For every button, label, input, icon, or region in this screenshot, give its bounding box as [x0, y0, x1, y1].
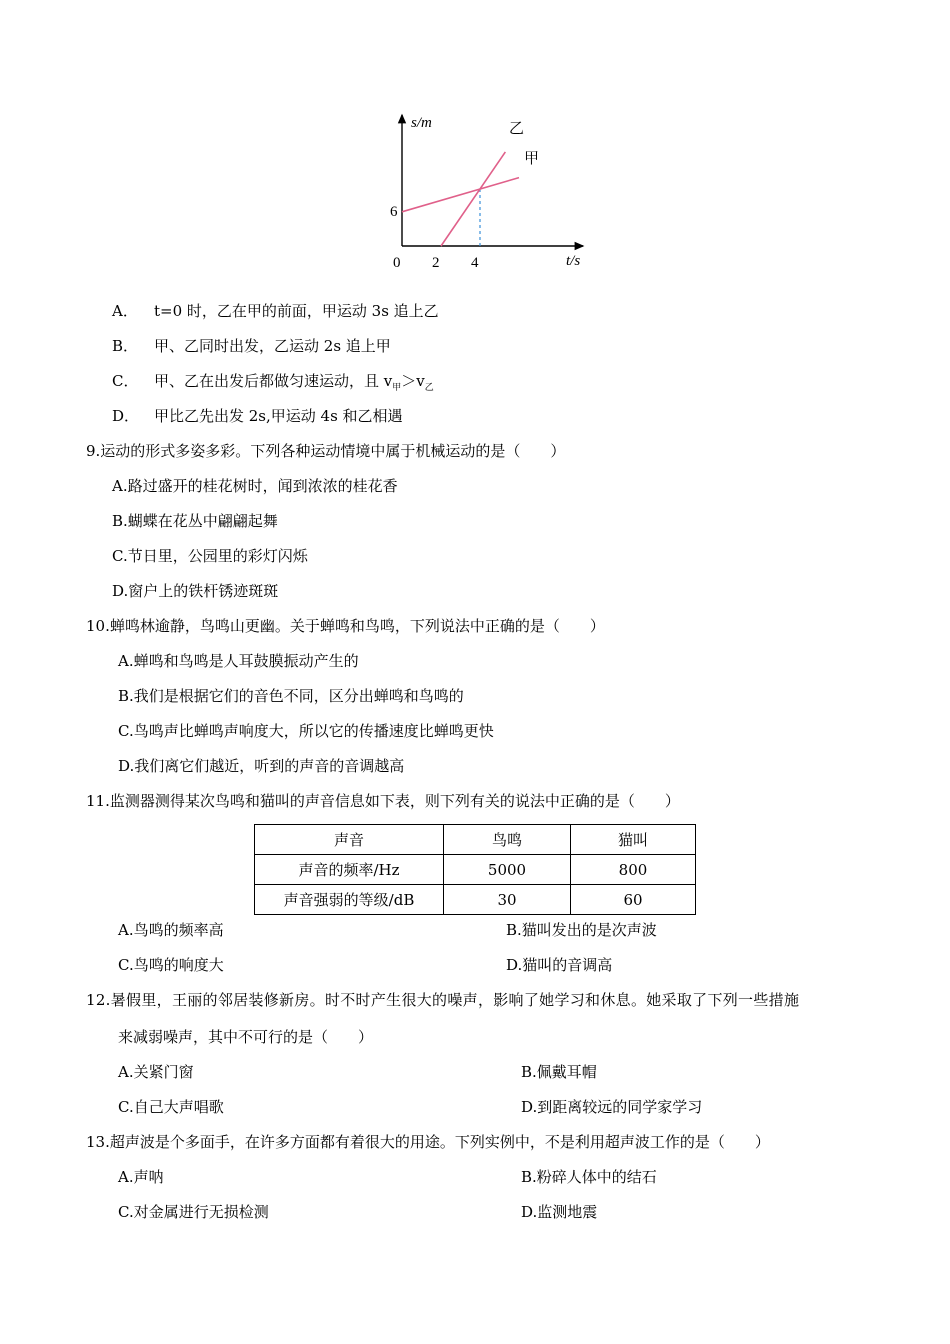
table-row [255, 885, 696, 915]
q11-option-b: B.猫叫发出的是次声波 [506, 921, 657, 939]
q8-option-a-text: t=0 时，乙在甲的前面，甲运动 3s 追上乙 [154, 302, 439, 320]
q8-option-c-text: 甲、乙在出发后都做匀速运动，且 $v_甲>v_乙$ [154, 372, 434, 393]
q11-option-d: D.猫叫的音调高 [506, 956, 613, 974]
q8-option-d-letter: D． [112, 407, 140, 425]
table-cell: 800 [571, 855, 696, 885]
q10-option-c: C.鸟鸣声比蝉鸣声响度大，所以它的传播速度比蝉鸣更快 [118, 722, 494, 740]
q8-option-a-letter: A． [112, 302, 138, 320]
q9-stem: 9.运动的形式多姿多彩。下列各种运动情境中属于机械运动的是（ ） [86, 442, 566, 460]
q13-option-b: B.粉碎人体中的结石 [521, 1168, 657, 1186]
q8-option-b-letter: B． [112, 337, 139, 355]
x-tick-4: 4 [471, 255, 479, 271]
q8-option-b [112, 336, 391, 356]
q8-option-c-letter: C． [112, 372, 139, 390]
y-axis-label: s/m [411, 115, 432, 131]
q13-option-a: A.声呐 [118, 1168, 164, 1186]
q12-stem-line1: 12.暑假里，王丽的邻居装修新房。时不时产生很大的噪声，影响了她学习和休息。她采取了下列一些措施 [86, 991, 800, 1009]
q9-option-a: A.路过盛开的桂花树时，闻到浓浓的桂花香 [112, 477, 398, 495]
q12-option-d: D.到距离较远的同学家学习 [521, 1098, 703, 1116]
table-header-cell: 鸟鸣 [444, 825, 571, 855]
q8-option-b-text: 甲、乙同时出发，乙运动 2s 追上甲 [154, 337, 391, 355]
line-yi-label: 乙 [509, 121, 525, 137]
table-row [255, 855, 696, 885]
s-t-graph [380, 105, 600, 275]
sound-data-table [254, 824, 696, 915]
table-cell: 30 [444, 885, 571, 915]
q12-option-a: A.关紧门窗 [118, 1063, 194, 1081]
q9-option-c: C.节日里，公园里的彩灯闪烁 [112, 547, 308, 565]
q13-option-c: C.对金属进行无损检测 [118, 1203, 269, 1221]
q10-option-b: B.我们是根据它们的音色不同，区分出蝉鸣和鸟鸣的 [118, 687, 464, 705]
table-cell: 声音强弱的等级/dB [255, 885, 444, 915]
q8-option-c [112, 371, 434, 393]
origin-label: 0 [393, 255, 401, 271]
line-jia [402, 178, 519, 212]
table-cell: 声音的频率/Hz [255, 855, 444, 885]
q12-option-c: C.自己大声唱歌 [118, 1098, 224, 1116]
q10-stem: 10.蝉鸣林逾静，鸟鸣山更幽。关于蝉鸣和鸟鸣，下列说法中正确的是（ ） [86, 617, 605, 635]
q13-option-d: D.监测地震 [521, 1203, 598, 1221]
q9-option-d: D.窗户上的铁杆锈迹斑斑 [112, 582, 279, 600]
q12-option-b: B.佩戴耳帽 [521, 1063, 597, 1081]
q10-option-d: D.我们离它们越近，听到的声音的音调越高 [118, 757, 405, 775]
q8-option-d-text: 甲比乙先出发 2s,甲运动 4s 和乙相遇 [154, 407, 403, 425]
q11-stem: 11.监测器测得某次鸟鸣和猫叫的声音信息如下表，则下列有关的说法中正确的是（ ） [86, 792, 680, 810]
table-header-cell: 声音 [255, 825, 444, 855]
line-jia-label: 甲 [524, 151, 540, 167]
q8-option-d [112, 406, 403, 426]
table-header-row [255, 825, 696, 855]
q9-option-b: B.蝴蝶在花丛中翩翩起舞 [112, 512, 278, 530]
x-axis-label: t/s [566, 253, 581, 269]
line-yi [441, 152, 505, 246]
table-header-cell: 猫叫 [571, 825, 696, 855]
q12-stem-line2: 来减弱噪声，其中不可行的是（ ） [118, 1028, 374, 1046]
q10-option-a: A.蝉鸣和鸟鸣是人耳鼓膜振动产生的 [118, 652, 359, 670]
table-cell: 60 [571, 885, 696, 915]
q13-stem: 13.超声波是个多面手，在许多方面都有着很大的用途。下列实例中，不是利用超声波工作的是（ ） [86, 1133, 770, 1151]
q11-option-a: A.鸟鸣的频率高 [118, 921, 224, 939]
x-tick-2: 2 [432, 255, 440, 271]
q11-option-c: C.鸟鸣的响度大 [118, 956, 224, 974]
y-tick-6: 6 [390, 204, 398, 220]
q8-option-a [112, 301, 439, 321]
table-cell: 5000 [444, 855, 571, 885]
